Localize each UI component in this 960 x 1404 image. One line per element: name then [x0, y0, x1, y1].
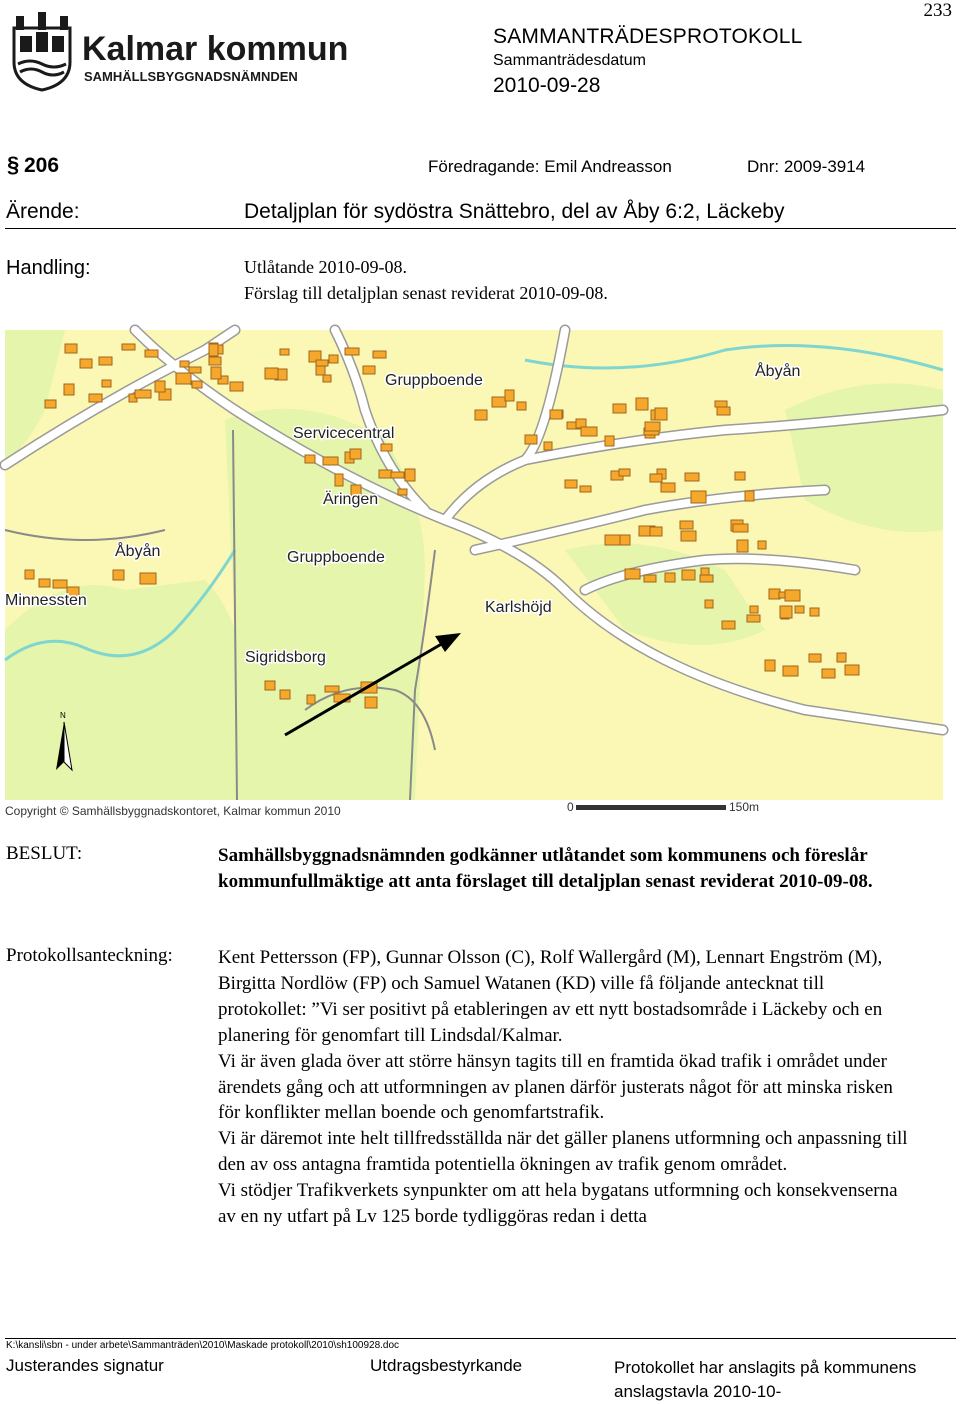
location-map [5, 330, 943, 820]
building [737, 540, 748, 552]
building [316, 360, 328, 366]
building [625, 569, 640, 579]
building [64, 384, 74, 395]
extract-label: Utdragsbestyrkande [370, 1356, 523, 1375]
map-label: Åbyån [115, 543, 161, 560]
protocol-paragraph: Vi är däremot inte helt tillfredsställda när det gäller planens utformning och anpassning till den av oss antagna framtida potentiella ökningen av trafik genom området. [218, 1128, 908, 1176]
building [39, 579, 50, 587]
building [307, 695, 315, 704]
building [525, 435, 537, 444]
building [758, 541, 766, 549]
building [780, 606, 792, 618]
building [325, 686, 339, 692]
building [363, 366, 375, 374]
building [717, 407, 730, 415]
signature-label: Justerandes signatur [6, 1356, 164, 1375]
building [280, 349, 289, 355]
building [505, 390, 514, 401]
building [544, 442, 552, 450]
building [785, 590, 800, 601]
building [650, 527, 662, 536]
section-number: 206 [24, 154, 60, 177]
header-title-block [493, 26, 803, 96]
building [140, 573, 156, 584]
building [822, 669, 835, 678]
building [145, 350, 158, 357]
building [636, 398, 648, 410]
building [99, 357, 112, 365]
map-label: Servicecentral [293, 425, 395, 442]
map-label: Gruppboende [287, 549, 385, 566]
protocol-paragraph: Vi stödjer Trafikverkets synpunkter om att hela bygatans utformning och konsekvenserna av en ny utfart på Lv 125 borde tydliggöras redan i detta [218, 1180, 898, 1228]
building [644, 575, 656, 582]
building [661, 483, 675, 492]
building [715, 401, 727, 407]
handling-item: Utlåtande 2010-09-08. [244, 257, 407, 277]
arende-title: Detaljplan för sydöstra Snättebro, del av Åby 6:2, Läckeby [244, 200, 785, 223]
building [747, 615, 760, 622]
building [80, 359, 92, 368]
building [620, 535, 630, 545]
divider [5, 228, 956, 229]
building [795, 606, 804, 613]
north-label: N [60, 711, 66, 720]
scale-start: 0 [567, 800, 574, 814]
building [682, 570, 695, 580]
decision-text: Samhällsbyggnadsnämnden godkänner utlåtandet som kommunens och föreslår kommunfullmäktige att anta förslaget till detaljplan senast reviderat 2010-09-08. [218, 845, 873, 892]
building [580, 486, 591, 492]
meeting-date: 2010-09-28 [493, 74, 601, 97]
building [102, 380, 111, 387]
building [65, 344, 77, 353]
org-name: Kalmar kommun [82, 30, 349, 68]
building [25, 570, 34, 579]
building [750, 606, 758, 613]
building [176, 373, 191, 384]
protocol-note-label: Protokollsanteckning: [6, 945, 173, 966]
building [113, 570, 124, 580]
building [700, 575, 713, 582]
protocol-paragraph: Vi är även glada över att större hänsyn tagits till en framtida ökad trafik i området under ärendets gång och att utformningen av planen därför justerats något för att minska risken för konflikter mellan boende och genomfartstrafik. [218, 1050, 893, 1124]
map-label: Gruppboende [385, 372, 483, 389]
building [681, 531, 696, 541]
org-unit: SAMHÄLLSBYGGNADSNÄMNDEN [84, 69, 298, 84]
decision-label: BESLUT: [6, 843, 83, 864]
building [665, 573, 675, 582]
building [209, 344, 218, 356]
footer-divider [5, 1338, 956, 1339]
building [265, 368, 278, 379]
building [565, 480, 577, 488]
building [323, 457, 338, 465]
building [645, 422, 660, 431]
map-label: Karlshöjd [485, 599, 552, 616]
building [329, 355, 338, 363]
scale-end: 150m [729, 800, 760, 814]
scale-bar [576, 805, 726, 810]
building [837, 653, 846, 662]
building [581, 427, 597, 436]
building [189, 367, 201, 373]
section-sign: § [7, 152, 20, 177]
building [733, 524, 748, 532]
dnr: Dnr: 2009-3914 [747, 157, 866, 176]
building [550, 410, 562, 419]
building [122, 344, 135, 350]
building [605, 436, 614, 446]
building [613, 404, 626, 413]
building [89, 394, 102, 402]
arende-label: Ärende: [6, 200, 80, 223]
map-label: Minnessten [5, 592, 87, 609]
building [492, 397, 506, 407]
building [209, 357, 221, 365]
kalmar-kommun-logo [10, 10, 349, 90]
protocol-paragraph: Kent Pettersson (FP), Gunnar Olsson (C), Rolf Wallergård (M), Lennart Engström (M), Birgitta Nordlöw (FP) och Samuel Watanen (KD) ville få följande antecknat till protokollet: ”Vi ser positivt på etableringen av ett nytt bostadsområde i Läckeby och en planering för genomfart till Lindsdal/Kalmar. [218, 947, 883, 1046]
building [619, 469, 630, 476]
protocol-note-text [218, 945, 908, 1230]
presenter: Föredragande: Emil Andreasson [428, 157, 672, 176]
building [809, 654, 821, 662]
building [180, 361, 189, 367]
building [305, 455, 315, 463]
building [685, 473, 699, 481]
building [650, 474, 662, 482]
building [230, 382, 243, 391]
building [722, 621, 735, 629]
building [365, 697, 377, 708]
building [680, 521, 693, 529]
building [845, 665, 859, 675]
building [280, 690, 290, 699]
map-label: Äringen [323, 491, 379, 508]
handling-item: Förslag till detaljplan senast reviderat 2010-09-08. [244, 283, 608, 303]
building [53, 580, 67, 588]
doc-title: SAMMANTRÄDESPROTOKOLL [493, 25, 803, 48]
map-copyright: Copyright © Samhällsbyggnadskontoret, Kalmar kommun 2010 [5, 804, 341, 818]
building [769, 589, 780, 599]
handling-label: Handling: [6, 257, 91, 279]
posted-note: Protokollet har anslagits på kommunens anslagstavla 2010-10- [614, 1358, 917, 1401]
building [605, 535, 620, 545]
building [765, 660, 775, 671]
building [691, 491, 706, 503]
building [391, 472, 404, 478]
building [517, 402, 526, 410]
building [745, 491, 754, 501]
building [265, 681, 275, 690]
map-label: Sigridsborg [245, 649, 326, 666]
building [379, 470, 392, 478]
building [810, 608, 819, 616]
building [45, 400, 56, 408]
building [783, 666, 798, 676]
building [335, 474, 343, 486]
building [373, 351, 386, 358]
building [705, 600, 713, 608]
file-path: K:\kansli\sbn - under arbete\Sammanträden\2010\Maskade protokoll\2010\sh100928.doc [6, 1340, 400, 1351]
building [211, 367, 221, 379]
building [350, 449, 361, 459]
date-label: Sammanträdesdatum [493, 52, 646, 69]
building [655, 408, 667, 420]
building [155, 381, 165, 392]
page-number: 233 [923, 0, 952, 21]
building [398, 489, 407, 495]
building [735, 472, 745, 480]
building [135, 390, 151, 398]
building [192, 381, 202, 388]
building [405, 469, 415, 481]
map-label: Åbyån [755, 363, 801, 380]
coat-of-arms-icon [14, 12, 70, 90]
building [345, 348, 359, 355]
building [475, 410, 487, 420]
building [323, 375, 331, 382]
building [381, 444, 392, 451]
green-area [5, 580, 255, 800]
